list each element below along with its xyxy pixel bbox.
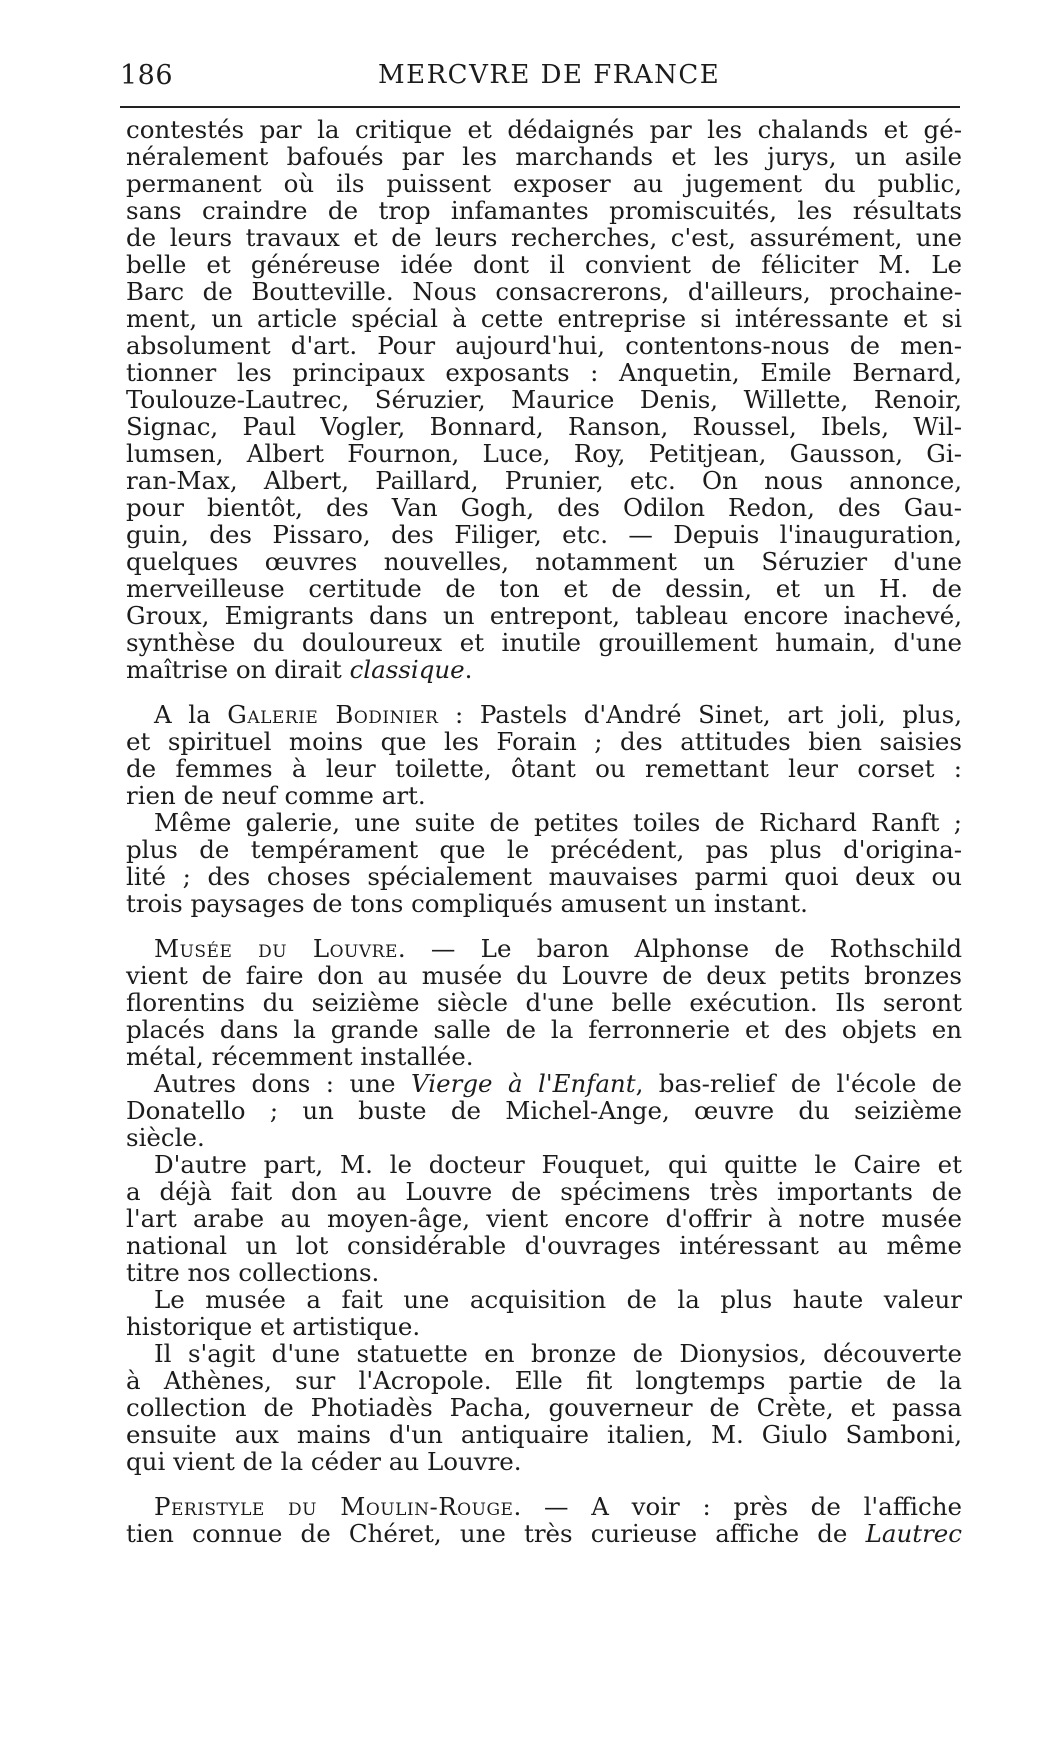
section-heading: Galerie Bodinier <box>227 700 439 729</box>
paragraph-autres-dons <box>126 1070 962 1151</box>
text-run: . — Le baron Alphonse de Rothschild <box>397 934 963 963</box>
text-run: , bas-relief de l'école de <box>635 1069 962 1098</box>
text-line: D'autre part, M. le docteur Fouquet, qui quitte le Caire et <box>154 1150 962 1179</box>
text-line: historique et artistique. <box>126 1312 421 1341</box>
text-line: national un lot considérable d'ouvrages intéressant au même <box>126 1231 962 1260</box>
paragraph-musee-du-louvre <box>126 935 962 1070</box>
text-line: de leurs travaux et de leurs recherches, c'est, assurément, une <box>126 223 962 252</box>
text-line: vient de faire don au musée du Louvre de deux petits bronzes <box>126 961 962 990</box>
text-line <box>126 1520 962 1547</box>
header-rule <box>120 106 960 108</box>
text-line <box>126 656 962 683</box>
text-line: Donatello ; un buste de Michel-Ange, œuvre du seizième <box>126 1096 962 1125</box>
text-line: qui vient de la céder au Louvre. <box>126 1447 522 1476</box>
italic-name: Lautrec <box>865 1519 962 1548</box>
text-line: ensuite aux mains d'un antiquaire italien, M. Giulo Samboni, <box>126 1420 962 1449</box>
text-line <box>126 1493 962 1520</box>
text-run: tien connue de Chéret, une très curieuse affiche de <box>126 1519 866 1548</box>
italic-term: classique <box>349 655 465 684</box>
italic-title: Vierge à l'Enfant <box>411 1069 636 1098</box>
text-line: plus de tempérament que le précédent, pas plus d'origina- <box>126 835 962 864</box>
text-line: lité ; des choses spécialement mauvaises parmi quoi deux ou <box>126 862 962 891</box>
text-line: absolument d'art. Pour aujourd'hui, contentons-nous de men- <box>126 331 962 360</box>
running-title: MERCVRE DE FRANCE <box>378 60 721 90</box>
text-line: Groux, Emigrants dans un entrepont, tableau encore inachevé, <box>126 601 962 630</box>
page-number: 186 <box>120 60 174 91</box>
paragraph-exposition <box>126 116 962 683</box>
text-line: titre nos collections. <box>126 1258 380 1287</box>
section-heading: Peristyle du Moulin-Rouge <box>154 1492 514 1521</box>
text-line: de femmes à leur toilette, ôtant ou remettant leur corset : <box>126 754 962 783</box>
text-run: : Pastels d'André Sinet, art joli, plus, <box>438 700 962 729</box>
text-line: belle et généreuse idée dont il convient de féliciter M. Le <box>126 250 962 279</box>
text-line: placés dans la grande salle de la ferronnerie et des objets en <box>126 1015 962 1044</box>
text-line <box>126 701 962 728</box>
text-run: maîtrise on dirait <box>126 655 350 684</box>
text-line: florentins du seizième siècle d'une belle exécution. Ils seront <box>126 988 962 1017</box>
text-line: synthèse du douloureux et inutile grouillement humain, d'une <box>126 628 962 657</box>
text-line: ran-Max, Albert, Paillard, Prunier, etc. On nous annonce, <box>126 466 962 495</box>
text-run: . — A voir : près de l'affiche <box>513 1492 962 1521</box>
text-line: à Athènes, sur l'Acropole. Elle fit longtemps partie de la <box>126 1366 962 1395</box>
page-header <box>120 56 960 102</box>
text-line: ment, un article spécial à cette entreprise si intéressante et si <box>126 304 962 333</box>
text-line: Toulouze-Lautrec, Séruzier, Maurice Denis, Willette, Renoir, <box>126 385 962 414</box>
text-line: trois paysages de tons compliqués amusent un instant. <box>126 889 808 918</box>
text-line: Même galerie, une suite de petites toiles de Richard Ranft ; <box>154 808 962 837</box>
text-line: Signac, Paul Vogler, Bonnard, Ranson, Roussel, Ibels, Wil- <box>126 412 962 441</box>
paragraph-galerie-bodinier <box>126 701 962 809</box>
text-run: A la <box>154 700 228 729</box>
text-line: a déjà fait don au Louvre de spécimens très importants de <box>126 1177 962 1206</box>
text-line: lumsen, Albert Fournon, Luce, Roy, Petitjean, Gausson, Gi- <box>126 439 962 468</box>
text-line: rien de neuf comme art. <box>126 781 426 810</box>
text-line: tionner les principaux exposants : Anquetin, Emile Bernard, <box>126 358 962 387</box>
text-line: sans craindre de trop infamantes promiscuités, les résultats <box>126 196 962 225</box>
text-run: . <box>464 655 473 684</box>
text-line: guin, des Pissaro, des Filiger, etc. — Depuis l'inauguration, <box>126 520 962 549</box>
paragraph-ranft <box>126 809 962 917</box>
text-line: contestés par la critique et dédaignés par les chalands et gé- <box>126 115 962 144</box>
section-heading: Musée du Louvre <box>154 934 398 963</box>
text-line: permanent où ils puissent exposer au jugement du public, <box>126 169 962 198</box>
text-line: collection de Photiadès Pacha, gouverneur de Crète, et passa <box>126 1393 962 1422</box>
body-text <box>126 116 962 1547</box>
text-run: Autres dons : une <box>154 1069 412 1098</box>
text-line: pour bientôt, des Van Gogh, des Odilon Redon, des Gau- <box>126 493 962 522</box>
text-line <box>126 935 962 962</box>
text-line: quelques œuvres nouvelles, notamment un Séruzier d'une <box>126 547 962 576</box>
text-line: néralement bafoués par les marchands et les jurys, un asile <box>126 142 962 171</box>
text-line: siècle. <box>126 1123 205 1152</box>
text-line: l'art arabe au moyen-âge, vient encore d'offrir à notre musée <box>126 1204 962 1233</box>
paragraph-acquisition <box>126 1286 962 1340</box>
text-line <box>126 1070 962 1097</box>
text-line: et spirituel moins que les Forain ; des attitudes bien saisies <box>126 727 962 756</box>
text-line: merveilleuse certitude de ton et de dessin, et un H. de <box>126 574 962 603</box>
text-line: métal, récemment installée. <box>126 1042 474 1071</box>
text-line: Il s'agit d'une statuette en bronze de Dionysios, découverte <box>154 1339 962 1368</box>
text-line: Le musée a fait une acquisition de la plus haute valeur <box>154 1285 962 1314</box>
paragraph-fouquet <box>126 1151 962 1286</box>
paragraph-dionysios <box>126 1340 962 1475</box>
text-line: Barc de Boutteville. Nous consacrerons, d'ailleurs, prochaine- <box>126 277 962 306</box>
paragraph-moulin-rouge <box>126 1493 962 1547</box>
